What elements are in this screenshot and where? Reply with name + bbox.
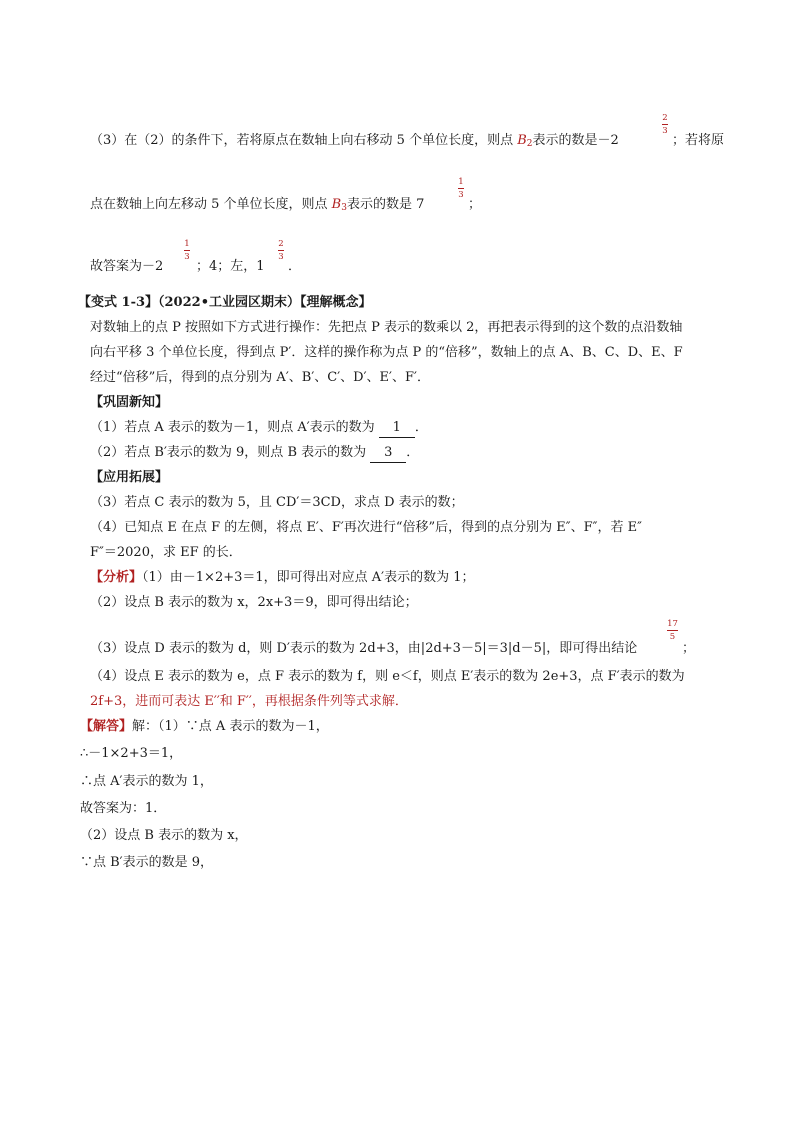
question-1 — [90, 419, 428, 438]
fraction-1 — [662, 113, 668, 136]
text: 点在数轴上向左移动 5 个单位长度，则点 — [90, 197, 332, 212]
fraction-numerator: 17 — [667, 619, 678, 629]
solution-line-3: ∴点 A′表示的数为 1， — [80, 774, 213, 789]
text: （1）由－1×2+3＝1，即可得出对应点 A′表示的数为 1； — [142, 570, 475, 585]
fraction-denominator: 5 — [669, 632, 676, 642]
variant-label: 【变式 1-3】 — [78, 295, 159, 310]
text: ；若将原 — [672, 133, 725, 148]
question-2-answer: 3 — [370, 444, 406, 463]
fraction-bar — [667, 630, 678, 631]
analysis-line-1 — [90, 569, 475, 587]
fraction-2 — [458, 177, 464, 200]
solution-line-6: ∵点 B′表示的数是 9， — [80, 855, 214, 870]
text: ． — [406, 445, 420, 460]
question-1-text: （1）若点 A 表示的数为－1，则点 A′表示的数为 — [90, 420, 375, 435]
variant-tag: 【理解概念】 — [300, 295, 372, 310]
part3-line-1 — [90, 132, 619, 153]
text: ． — [414, 420, 428, 435]
question-2-text: （2）若点 B′表示的数为 9，则点 B 表示的数为 — [90, 445, 367, 460]
text: ． — [288, 259, 302, 274]
fraction-denominator: 3 — [662, 126, 668, 136]
text: ；4；左，1 — [196, 259, 265, 274]
fraction-numerator: 2 — [278, 239, 284, 249]
fraction-4 — [278, 239, 284, 262]
question-2 — [90, 444, 419, 463]
section-consolidate: 【巩固新知】 — [90, 395, 169, 410]
part3-answer-line-end — [288, 258, 301, 276]
text: 表示的数是－2 — [532, 133, 619, 148]
question-4-line-1: （4）已知点 E 在点 F 的左侧，将点 E′、F′再次进行“倍移”后，得到的点分别为 E″、F″，若 E″ — [90, 520, 642, 535]
solution-line-2: ∴－1×2+3＝1， — [80, 746, 183, 761]
section-apply: 【应用拓展】 — [90, 470, 169, 485]
variant-heading — [78, 294, 372, 312]
subscript: 3 — [341, 203, 347, 213]
question-4-line-2: F″＝2020，求 EF 的长． — [90, 545, 242, 560]
solution-line-1 — [80, 718, 329, 736]
analysis-label: 【分析】 — [90, 570, 143, 585]
fraction-5 — [667, 619, 678, 642]
point-b-label: B — [331, 197, 342, 212]
analysis-line-3: （3）设点 D 表示的数为 d，则 D′表示的数为 2d+3，由|2d+3－5|＝3|d－5|，即可得出结论 — [90, 641, 638, 656]
fraction-bar — [184, 250, 190, 251]
question-1-answer: 1 — [379, 419, 415, 438]
solution-line-4: 故答案为：1． — [80, 801, 167, 816]
part3-line-2-end — [468, 196, 481, 214]
subscript: 2 — [526, 139, 533, 149]
text: 解：（1）∵点 A 表示的数为－1， — [132, 719, 329, 734]
solution-label: 【解答】 — [80, 719, 133, 734]
problem-line-3: 经过“倍移”后，得到的点分别为 A′、B′、C′、D′、E′、F′． — [90, 370, 430, 385]
fraction-bar — [278, 250, 284, 251]
fraction-numerator: 1 — [184, 239, 190, 249]
part3-line-2 — [90, 196, 424, 217]
part3-answer-line-mid — [196, 258, 265, 276]
part3-answer-line — [90, 258, 163, 276]
analysis-line-5: 2f+3，进而可表达 E′′和 F′′，再根据条件列等式求解． — [90, 694, 408, 709]
fraction-denominator: 3 — [184, 252, 190, 262]
fraction-denominator: 3 — [278, 252, 284, 262]
fraction-numerator: 2 — [662, 113, 668, 123]
analysis-line-4: （4）设点 E 表示的数为 e，点 F 表示的数为 f，则 e＜f，则点 E′表示的数为 2e+3，点 F′表示的数为 — [90, 669, 685, 684]
analysis-line-2: （2）设点 B 表示的数为 x，2x+3＝9，即可得出结论； — [90, 595, 418, 610]
solution-line-5: （2）设点 B 表示的数为 x， — [80, 828, 248, 843]
problem-line-1: 对数轴上的点 P 按照如下方式进行操作：先把点 P 表示的数乘以 2，再把表示得到的这个数的点沿数轴 — [90, 320, 683, 335]
problem-line-2: 向右平移 3 个单位长度，得到点 P′．这样的操作称为点 P 的“倍移”，数轴上的点 A、B、C、D、E、F — [90, 345, 683, 360]
part3-line-1-end — [672, 132, 724, 150]
text: （3）在（2）的条件下，若将原点在数轴上向右移动 5 个单位长度，则点 — [90, 133, 518, 148]
fraction-bar — [458, 188, 464, 189]
text: ； — [468, 197, 482, 212]
question-3: （3）若点 C 表示的数为 5，且 CD′＝3CD，求点 D 表示的数； — [90, 495, 464, 510]
fraction-3 — [184, 239, 190, 262]
point-b-label: B — [517, 133, 527, 148]
text: 表示的数是 7 — [346, 197, 425, 212]
text: 故答案为－2 — [90, 259, 164, 274]
fraction-denominator: 3 — [458, 190, 464, 200]
analysis-line-3-end: ； — [682, 641, 696, 656]
fraction-bar — [662, 124, 668, 125]
variant-source: （2022•工业园区期末） — [158, 295, 301, 310]
fraction-numerator: 1 — [458, 177, 464, 187]
